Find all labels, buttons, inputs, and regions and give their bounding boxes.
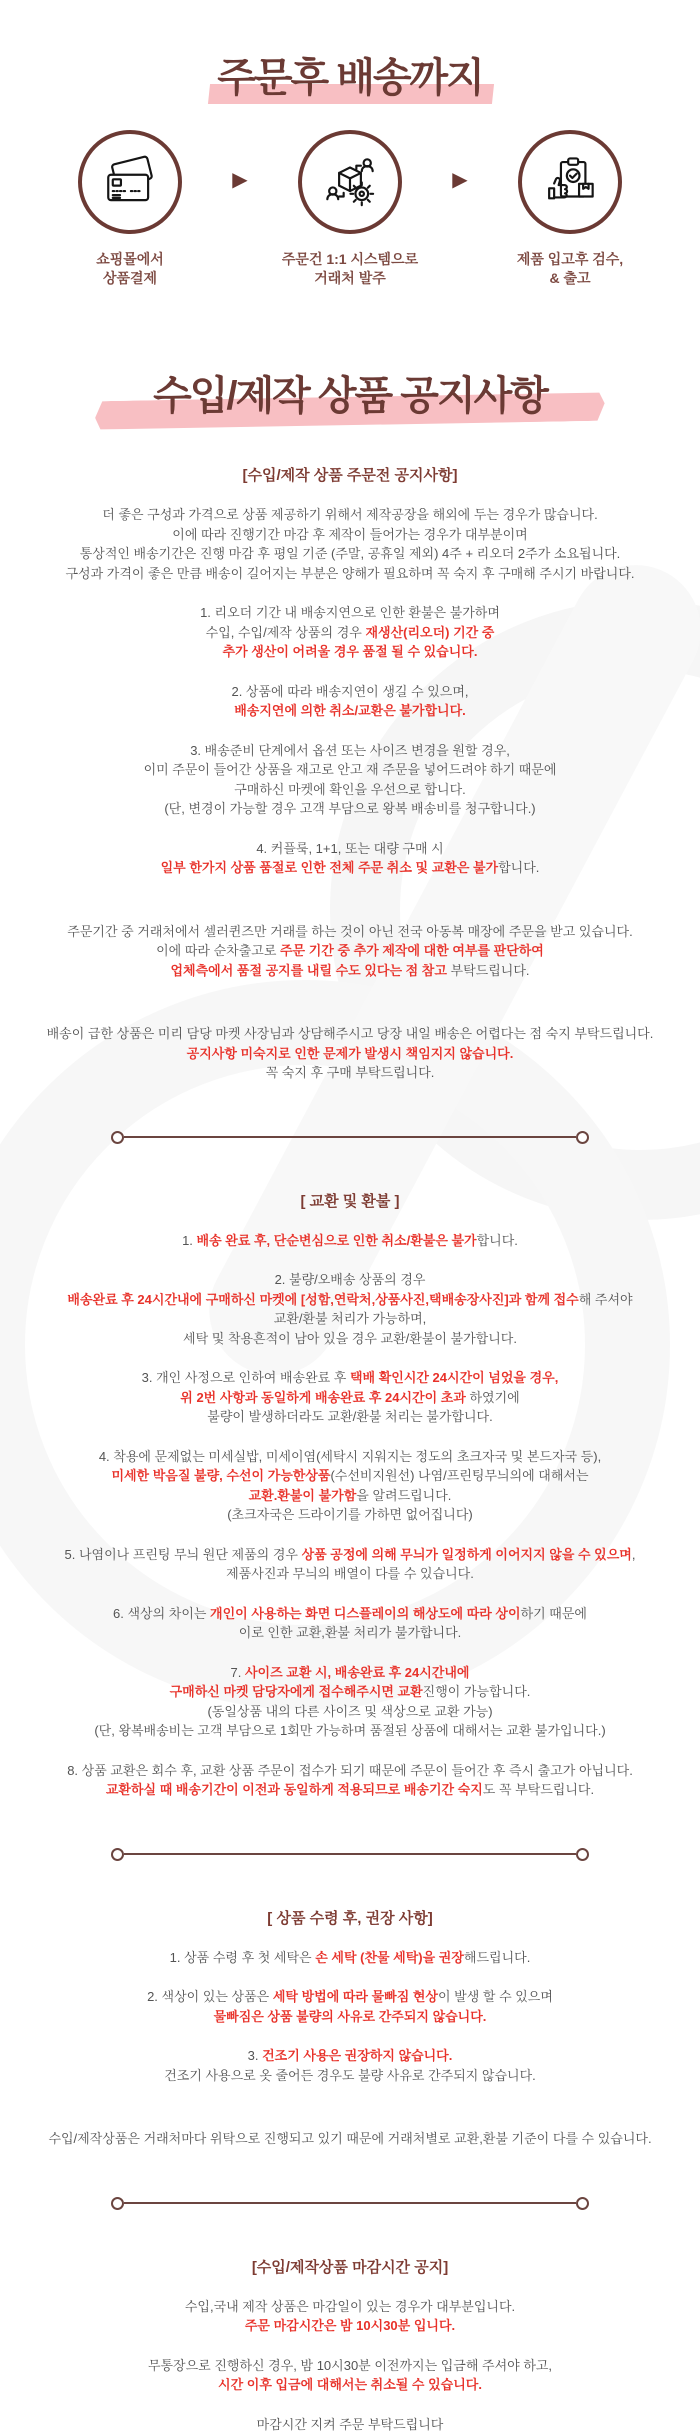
notice-text: 건조기 사용으로 옷 줄어든 경우도 불량 사유로 간주되지 않습니다. (164, 2068, 536, 2083)
inspection-step-circle (518, 130, 622, 234)
notice-text: 3. (248, 2048, 262, 2063)
notice-text-red: 업체측에서 품절 공지를 내릴 수도 있다는 점 참고 (170, 963, 446, 978)
notice-text-red: 상품 공정에 의해 무늬가 일정하게 이어지지 않을 수 있으며 (302, 1547, 632, 1562)
payment-step-circle (78, 130, 182, 234)
notice-text: 수입, 수입/제작 상품의 경우 (206, 625, 366, 640)
notice-line (0, 760, 700, 780)
notice-text-red: 교환하실 때 배송기간이 이전과 동일하게 적용되므로 배송기간 숙지 (106, 1782, 483, 1797)
notice-text-red: 주문 기간 중 추가 제작에 대한 여부를 판단하여 (280, 943, 544, 958)
notice-block (0, 741, 700, 819)
notice-text: 주문기간 중 거래처에서 셀러퀸즈만 거래를 하는 것이 아닌 전국 아동복 매장에 주문을 받고 있습니다. (67, 924, 632, 939)
notice-text-red: 구매하신 마켓 담당자에게 접수해주시면 교환 (170, 1684, 423, 1699)
notice-text-red: 개인이 사용하는 화면 디스플레이의 해상도에 따라 상이 (210, 1606, 521, 1621)
notice-block (0, 505, 700, 583)
notice-line (0, 941, 700, 961)
notice-line (0, 741, 700, 761)
notice-block (0, 1270, 700, 1348)
notice-block (0, 1231, 700, 1251)
section-heading-pre-order: [수입/제작 상품 주문전 공지사항] (0, 464, 700, 485)
notice-text-red: 사이즈 교환 시, 배송완료 후 24시간내에 (245, 1665, 470, 1680)
notice-block (0, 1948, 700, 1968)
notice-line (0, 2316, 700, 2336)
notice-text: 해드립니다. (464, 1950, 530, 1965)
notice-text: 1. (182, 1233, 196, 1248)
notice-line (0, 1063, 700, 1083)
divider-endpoint-icon (111, 1848, 124, 1861)
notice-text: 하였기에 (466, 1390, 520, 1405)
notice-text: 이로 인한 교환,환불 처리가 불가합니다. (239, 1625, 462, 1640)
notice-text: 구성과 가격이 좋은 만큼 배송이 길어지는 부분은 양해가 필요하며 꼭 숙지 후 구매해 주시기 바랍니다. (65, 566, 634, 581)
notice-text: (단, 왕복배송비는 고객 부담으로 1회만 가능하며 품절된 상품에 대해서는 교환 불가입니다.) (94, 1723, 605, 1738)
notice-text: 7. (231, 1665, 245, 1680)
notice-line (0, 1447, 700, 1467)
notice-text-red: 위 2번 사항과 동일하게 배송완료 후 24시간이 초과 (180, 1390, 466, 1405)
flow-step-order-system (255, 130, 445, 288)
notice-line (0, 961, 700, 981)
notice-text: (단, 변경이 가능할 경우 고객 부담으로 왕복 배송비를 청구합니다.) (164, 801, 535, 816)
order-system-step-label: 주문건 1:1 시스템으로 거래처 발주 (282, 250, 418, 288)
notice-line (0, 623, 700, 643)
notice-line (0, 564, 700, 584)
notice-text: 꼭 숙지 후 구매 부탁드립니다. (266, 1065, 435, 1080)
notice-text: 통상적인 배송기간은 진행 마감 후 평일 기준 (주말, 공휴일 제외) 4주 + 리오더 2주가 소요됩니다. (80, 546, 621, 561)
notice-title (153, 374, 547, 418)
notice-text: 6. 색상의 차이는 (113, 1606, 210, 1621)
order-system-icon (321, 153, 379, 211)
notice-line (0, 2297, 700, 2317)
notice-line (0, 839, 700, 859)
flow-step-payment (35, 130, 225, 288)
notice-text-red: 건조기 사용은 권장하지 않습니다. (262, 2048, 452, 2063)
notice-line (0, 2046, 700, 2066)
notice-line (0, 1682, 700, 1702)
notice-sections (0, 464, 700, 2434)
notice-text-red: 일부 한가지 상품 품절로 인한 전체 주문 취소 및 교환은 불가 (161, 860, 499, 875)
notice-text: (초크자국은 드라이기를 가하면 없어집니다) (227, 1507, 473, 1522)
notice-line (0, 1948, 700, 1968)
notice-line (0, 858, 700, 878)
notice-text: 3. 배송준비 단계에서 옵션 또는 사이즈 변경을 원할 경우, (190, 743, 510, 758)
notice-line (0, 799, 700, 819)
notice-text: 이미 주문이 들어간 상품을 재고로 안고 재 주문을 넣어드려야 하기 때문에 (144, 762, 557, 777)
notice-line (0, 1623, 700, 1643)
notice-text: 수입,국내 제작 상품은 마감일이 있는 경우가 대부분입니다. (185, 2299, 515, 2314)
notice-line (0, 1987, 700, 2007)
notice-text: 무통장으로 진행하신 경우, 밤 10시30분 이전까지는 입금해 주셔야 하고, (148, 2358, 552, 2373)
notice-block (0, 2415, 700, 2434)
divider-rule (124, 1136, 576, 1138)
notice-text-red: 배송 완료 후, 단순변심으로 인한 취소/환불은 불가 (197, 1233, 477, 1248)
section-divider (111, 1848, 589, 1861)
notice-line (0, 922, 700, 942)
notice-block (0, 839, 700, 878)
notice-line (0, 2129, 700, 2149)
flow-title-wrap (0, 56, 700, 100)
notice-text: 불량이 발생하더라도 교환/환불 처리는 불가합니다. (207, 1409, 492, 1424)
notice-line (0, 2066, 700, 2086)
notice-text: 4. 커플룩, 1+1, 또는 대량 구매 시 (256, 841, 443, 856)
notice-text: 이 발생 할 수 있으며 (438, 1989, 553, 2004)
notice-text-red: 추가 생산이 어려울 경우 품절 될 수 있습니다. (223, 644, 478, 659)
notice-text: 이에 따라 진행기간 마감 후 제작이 들어가는 경우가 대부분이며 (172, 527, 527, 542)
notice-text: 1. 상품 수령 후 첫 세탁은 (170, 1950, 316, 1965)
notice-line (0, 1388, 700, 1408)
notice-text: 제품사진과 무늬의 배열이 다를 수 있습니다. (226, 1566, 474, 1581)
notice-line (0, 1486, 700, 1506)
payment-step-label: 쇼핑몰에서 상품결제 (96, 250, 164, 288)
order-process-flow (0, 130, 700, 288)
notice-title-wrap (0, 374, 700, 418)
notice-line (0, 2415, 700, 2434)
inspection-step-label: 제품 입고후 검수, & 출고 (517, 250, 623, 288)
notice-line (0, 1309, 700, 1329)
notice-text: 하기 때문에 (521, 1606, 587, 1621)
notice-line (0, 2356, 700, 2376)
notice-line (0, 1270, 700, 1290)
notice-text: 8. 상품 교환은 회수 후, 교환 상품 주문이 접수가 되기 때문에 주문이 들어간 후 즉시 출고가 아닙니다. (67, 1763, 633, 1778)
notice-line (0, 682, 700, 702)
notice-line (0, 1505, 700, 1525)
notice-text: (수선비지원선) 나염/프린팅무늬의에 대해서는 (330, 1468, 588, 1483)
divider-endpoint-icon (576, 1848, 589, 1861)
notice-block (0, 1545, 700, 1584)
notice-line (0, 1024, 700, 1044)
notice-block (0, 1024, 700, 1083)
notice-line (0, 1407, 700, 1427)
flow-title-text: 주문후 배송까지 (217, 56, 483, 100)
notice-block (0, 1663, 700, 1741)
section-heading-after-receipt: [ 상품 수령 후, 권장 사항] (0, 1907, 700, 1928)
notice-text-red: 물빠짐은 상품 불량의 사유로 간주되지 않습니다. (214, 2009, 487, 2024)
notice-line (0, 701, 700, 721)
notice-text-red: 교환.환불이 불가함 (249, 1488, 357, 1503)
notice-block (0, 1604, 700, 1643)
notice-line (0, 1545, 700, 1565)
notice-line (0, 1702, 700, 1722)
notice-line (0, 2375, 700, 2395)
notice-line (0, 1466, 700, 1486)
notice-line (0, 1564, 700, 1584)
section-heading-exchange-refund: [ 교환 및 환불 ] (0, 1190, 700, 1211)
section-divider (111, 1131, 589, 1144)
notice-text: 세탁 및 착용흔적이 남아 있을 경우 교환/환불이 불가합니다. (183, 1331, 517, 1346)
notice-text: 부탁드립니다. (447, 963, 530, 978)
notice-text: 을 알려드립니다. (356, 1488, 451, 1503)
notice-text-red: 시간 이후 입금에 대해서는 취소될 수 있습니다. (218, 2377, 482, 2392)
notice-line (0, 544, 700, 564)
notice-line (0, 1663, 700, 1683)
notice-line (0, 2007, 700, 2027)
order-system-step-circle (298, 130, 402, 234)
notice-block (0, 2129, 700, 2149)
notice-text: 합니다. (498, 860, 539, 875)
notice-text: 도 꼭 부탁드립니다. (483, 1782, 594, 1797)
notice-text-red: 주문 마감시간은 밤 10시30분 입니다. (245, 2318, 455, 2333)
notice-line (0, 1761, 700, 1781)
notice-text: 더 좋은 구성과 가격으로 상품 제공하기 위해서 제작공장을 해외에 두는 경우가 많습니다. (102, 507, 597, 522)
notice-line (0, 1231, 700, 1251)
notice-text: 진행이 가능합니다. (423, 1684, 531, 1699)
notice-text-red: 세탁 방법에 따라 물빠짐 현상 (273, 1989, 438, 2004)
notice-text: 2. 상품에 따라 배송지연이 생길 수 있으며, (231, 684, 468, 699)
notice-text: 교환/환불 처리가 가능하며, (274, 1311, 427, 1326)
notice-text: 이에 따라 순차출고로 (156, 943, 280, 958)
notice-text: 5. 나염이나 프린팅 무늬 원단 제품의 경우 (65, 1547, 302, 1562)
notice-block (0, 2356, 700, 2395)
notice-text: (동일상품 내의 다른 사이즈 및 색상으로 교환 가능) (207, 1704, 492, 1719)
divider-endpoint-icon (111, 2197, 124, 2210)
inspection-icon (541, 153, 599, 211)
notice-line (0, 1721, 700, 1741)
notice-text: 3. 개인 사정으로 인하여 배송완료 후 (142, 1370, 350, 1385)
notice-text: 합니다. (477, 1233, 518, 1248)
notice-text-red: 미세한 박음질 불량, 수선이 가능한상품 (111, 1468, 330, 1483)
notice-block (0, 2297, 700, 2336)
divider-rule (124, 2202, 576, 2204)
notice-text: 구매하신 마켓에 확인을 우선으로 합니다. (234, 782, 466, 797)
notice-text: 2. 색상이 있는 상품은 (147, 1989, 273, 2004)
divider-rule (124, 1853, 576, 1855)
notice-line (0, 505, 700, 525)
notice-block (0, 922, 700, 981)
flow-arrow-icon: ▶ (445, 170, 475, 190)
notice-block (0, 603, 700, 662)
divider-endpoint-icon (576, 1131, 589, 1144)
notice-block (0, 1368, 700, 1427)
notice-text: 해 주셔야 (579, 1292, 633, 1307)
divider-endpoint-icon (576, 2197, 589, 2210)
notice-text: 2. 불량/오배송 상품의 경우 (275, 1272, 426, 1287)
notice-text: 1. 리오더 기간 내 배송지연으로 인한 환불은 불가하며 (200, 605, 500, 620)
notice-text-red: 배송지연에 의한 취소/교환은 불가합니다. (234, 703, 466, 718)
notice-line (0, 1329, 700, 1349)
credit-card-icon (101, 153, 159, 211)
notice-text: 배송이 급한 상품은 미리 담당 마켓 사장님과 상담해주시고 당장 내일 배송은 어렵다는 점 숙지 부탁드립니다. (47, 1026, 654, 1041)
notice-line (0, 1368, 700, 1388)
notice-line (0, 642, 700, 662)
notice-title-text: 수입/제작 상품 공지사항 (153, 374, 547, 418)
notice-block (0, 682, 700, 721)
notice-text-red: 손 세탁 (찬물 세탁)을 권장 (315, 1950, 464, 1965)
section-divider (111, 2197, 589, 2210)
notice-block (0, 1761, 700, 1800)
notice-text-red: 재생산(리오더) 기간 중 (365, 625, 494, 640)
notice-line (0, 780, 700, 800)
notice-line (0, 1780, 700, 1800)
notice-text-red: 공지사항 미숙지로 인한 문제가 발생시 책임지지 않습니다. (187, 1046, 514, 1061)
notice-line (0, 1604, 700, 1624)
flow-arrow-icon: ▶ (225, 170, 255, 190)
notice-text: 4. 착용에 문제없는 미세실밥, 미세이염(세탁시 지워지는 정도의 초크자국 및 본드자국 등), (99, 1449, 601, 1464)
notice-text-red: 택배 확인시간 24시간이 넘었을 경우, (350, 1370, 558, 1385)
notice-text: 마감시간 지켜 주문 부탁드립니다 (257, 2417, 444, 2432)
notice-line (0, 1290, 700, 1310)
divider-endpoint-icon (111, 1131, 124, 1144)
notice-text: , (632, 1547, 636, 1562)
notice-block (0, 1987, 700, 2026)
section-heading-deadline: [수입/제작상품 마감시간 공지] (0, 2256, 700, 2277)
notice-line (0, 525, 700, 545)
notice-text: 수입/제작상품은 거래처마다 위탁으로 진행되고 있기 때문에 거래처별로 교환,환불 기준이 다를 수 있습니다. (48, 2131, 651, 2146)
notice-line (0, 1044, 700, 1064)
notice-line (0, 603, 700, 623)
notice-text-red: 배송완료 후 24시간내에 구매하신 마켓에 [성함,연락처,상품사진,택배송장사진]과 함께 접수 (67, 1292, 578, 1307)
notice-block (0, 1447, 700, 1525)
notice-block (0, 2046, 700, 2085)
flow-title (217, 56, 483, 100)
flow-step-inspection (475, 130, 665, 288)
